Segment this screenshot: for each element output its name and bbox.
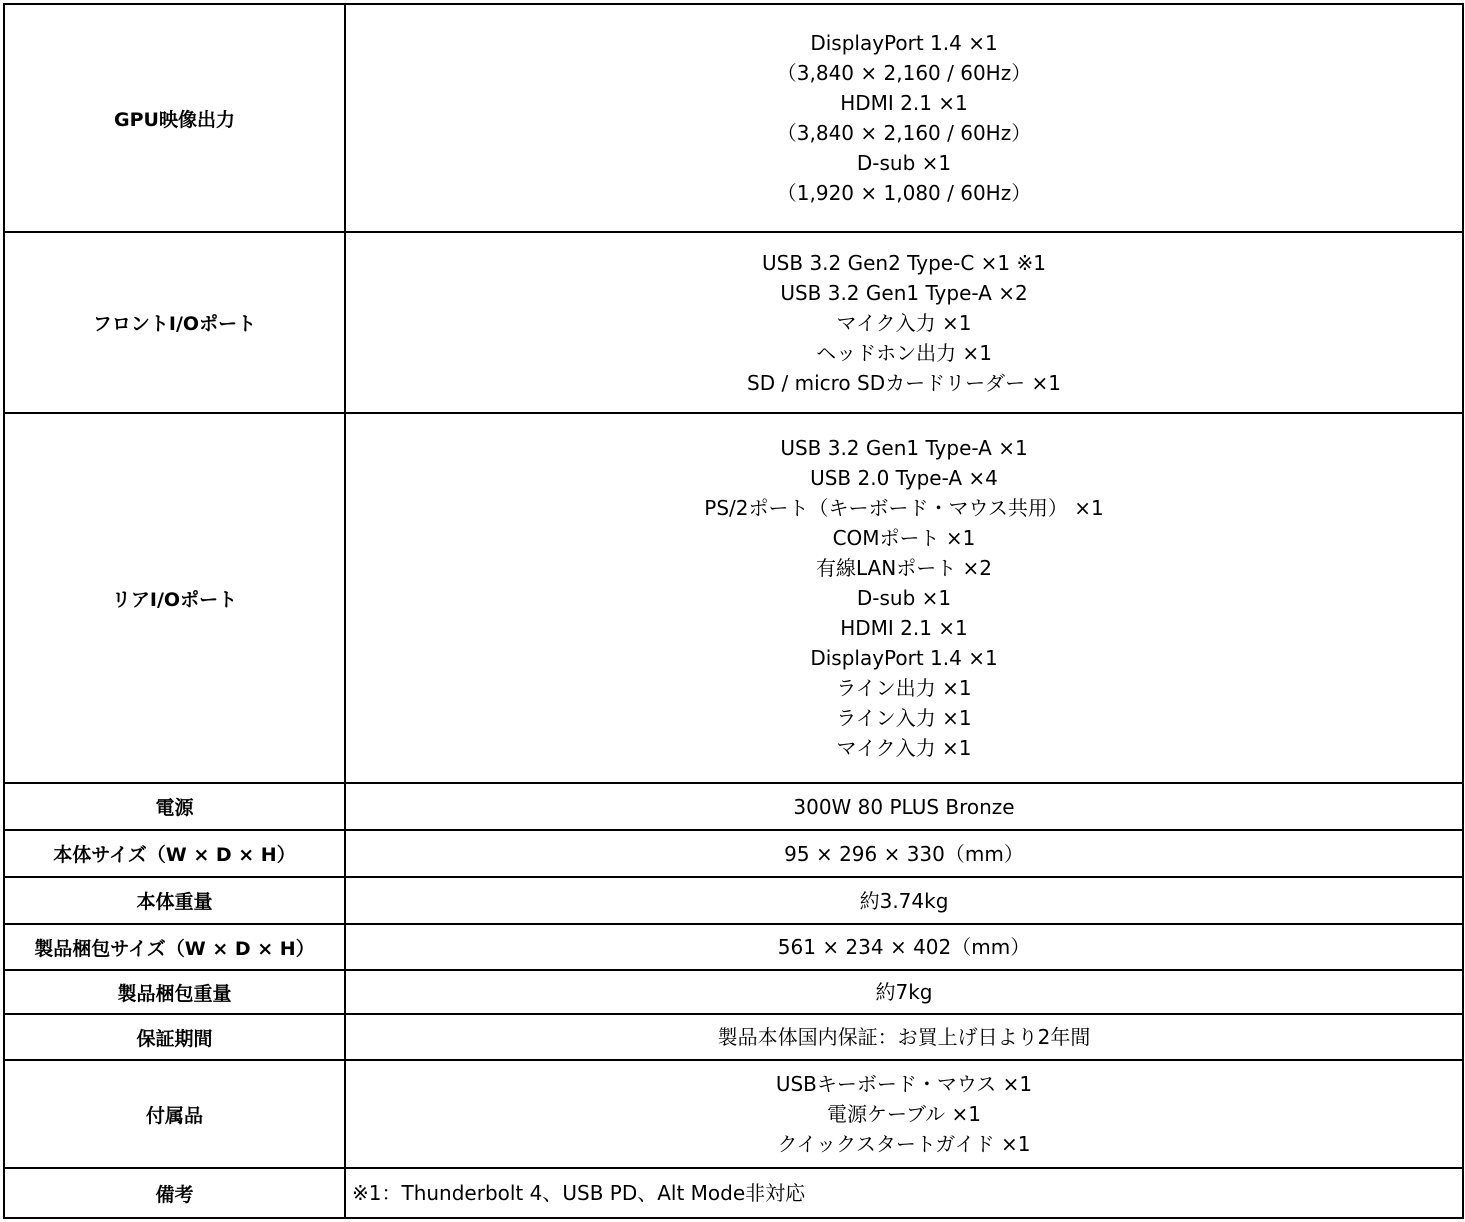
value-line: マイク入力 ×1 — [836, 310, 972, 335]
value-line: 電源ケーブル ×1 — [826, 1102, 982, 1126]
value-line: USBキーボード・マウス ×1 — [775, 1072, 1033, 1096]
value-line: DisplayPort 1.4 ×1 — [810, 31, 998, 55]
spec-row-gpu-output — [4, 4, 1463, 232]
value-line: USB 2.0 Type-A ×4 — [810, 466, 998, 490]
value-line: ライン出力 ×1 — [836, 676, 972, 700]
value-line: HDMI 2.1 ×1 — [840, 91, 968, 115]
value-line: クイックスタートガイド ×1 — [777, 1132, 1031, 1156]
spec-table — [3, 3, 1464, 1219]
value-line: （3,840 × 2,160 / 60Hz） — [776, 61, 1032, 85]
spec-value — [345, 1168, 1463, 1218]
value-line: HDMI 2.1 ×1 — [840, 616, 968, 640]
spec-value — [345, 232, 1463, 413]
value-line: D-sub ×1 — [856, 151, 952, 175]
spec-label: GPU映像出力 — [4, 4, 345, 232]
value-line: 製品本体国内保証：お買上げ日より2年間 — [717, 1025, 1091, 1049]
value-line: 約7kg — [875, 980, 933, 1004]
value-line: D-sub ×1 — [856, 586, 952, 610]
spec-value — [345, 413, 1463, 783]
spec-row-package-size — [4, 924, 1463, 970]
spec-label: 製品梱包重量 — [4, 970, 345, 1014]
value-line: 有線LANポート ×2 — [815, 556, 993, 580]
value-line: 95 × 296 × 330（mm） — [784, 841, 1024, 866]
value-line: USB 3.2 Gen1 Type-A ×2 — [780, 280, 1028, 305]
value-line: マイク入力 ×1 — [836, 736, 972, 760]
spec-label: リアI/Oポート — [4, 413, 345, 783]
spec-row-package-weight — [4, 970, 1463, 1014]
value-line: SD / micro SDカードリーダー ×1 — [747, 370, 1061, 395]
value-line: ※1：Thunderbolt 4、USB PD、Alt Mode非対応 — [352, 1181, 806, 1205]
value-line: 300W 80 PLUS Bronze — [793, 794, 1015, 819]
value-line: ライン入力 ×1 — [836, 706, 972, 730]
spec-value — [345, 1060, 1463, 1168]
value-line: 約3.74kg — [859, 888, 949, 913]
spec-value — [345, 924, 1463, 970]
spec-label: 保証期間 — [4, 1014, 345, 1060]
spec-label: 備考 — [4, 1168, 345, 1218]
spec-label: 本体重量 — [4, 877, 345, 924]
value-line: 561 × 234 × 402（mm） — [777, 935, 1031, 959]
value-line: （3,840 × 2,160 / 60Hz） — [776, 121, 1032, 145]
spec-value — [345, 877, 1463, 924]
spec-value — [345, 783, 1463, 830]
value-line: DisplayPort 1.4 ×1 — [810, 646, 998, 670]
value-line: ヘッドホン出力 ×1 — [816, 340, 992, 365]
spec-row-body-weight — [4, 877, 1463, 924]
spec-row-accessories — [4, 1060, 1463, 1168]
spec-value — [345, 830, 1463, 877]
value-line: USB 3.2 Gen1 Type-A ×1 — [780, 436, 1028, 460]
value-line: USB 3.2 Gen2 Type-C ×1 ※1 — [762, 250, 1046, 275]
spec-row-power — [4, 783, 1463, 830]
spec-label: 本体サイズ（W × D × H） — [4, 830, 345, 877]
spec-value — [345, 970, 1463, 1014]
spec-label: フロントI/Oポート — [4, 232, 345, 413]
spec-label: 電源 — [4, 783, 345, 830]
spec-value — [345, 1014, 1463, 1060]
value-line: PS/2ポート（キーボード・マウス共用） ×1 — [704, 496, 1104, 520]
spec-label: 付属品 — [4, 1060, 345, 1168]
spec-row-notes — [4, 1168, 1463, 1218]
spec-row-warranty — [4, 1014, 1463, 1060]
spec-row-rear-io — [4, 413, 1463, 783]
spec-label: 製品梱包サイズ（W × D × H） — [4, 924, 345, 970]
value-line: （1,920 × 1,080 / 60Hz） — [776, 181, 1032, 205]
spec-row-front-io — [4, 232, 1463, 413]
value-line: COMポート ×1 — [832, 526, 976, 550]
spec-row-body-size — [4, 830, 1463, 877]
spec-value — [345, 4, 1463, 232]
